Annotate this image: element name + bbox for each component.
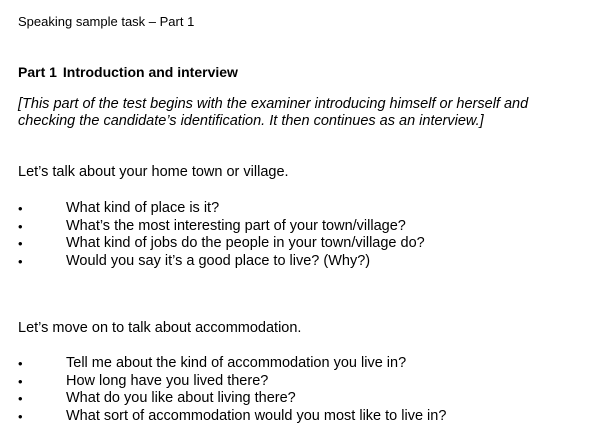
bullet-icon: • — [18, 236, 23, 251]
question-text: Tell me about the kind of accommodation you live in? — [66, 355, 407, 371]
bullet-icon: • — [18, 356, 23, 371]
bullet-icon: • — [18, 408, 23, 424]
topic-intro-home-town: Let’s talk about your home town or village. — [18, 164, 289, 180]
question-text: How long have you lived there? — [66, 372, 269, 389]
question-text: What’s the most interesting part of your town/village? — [66, 217, 406, 234]
question-text: What do you like about living there? — [66, 390, 296, 406]
part-number-label: Part 1 — [18, 64, 57, 80]
topic-intro-accommodation: Let’s move on to talk about accommodation. — [18, 320, 302, 336]
bullet-icon: • — [18, 373, 23, 389]
examiner-instructions: [This part of the test begins with the examiner introducing himself or herself and checking the candidate’s identification. It then continues as an interview.] — [18, 96, 529, 129]
question-text: Would you say it’s a good place to live? (Why?) — [66, 252, 371, 269]
question-text: What kind of jobs do the people in your town/village do? — [66, 235, 425, 251]
bullet-icon: • — [18, 218, 23, 234]
question-text: What kind of place is it? — [66, 200, 220, 216]
document-header: Speaking sample task – Part 1 — [18, 14, 195, 29]
part-title: Introduction and interview — [62, 64, 238, 80]
bullet-icon: • — [18, 201, 23, 216]
bullet-icon: • — [18, 253, 23, 269]
part-heading — [18, 64, 238, 81]
question-text: What sort of accommodation would you most like to live in? — [66, 407, 447, 424]
bullet-icon: • — [18, 391, 23, 406]
